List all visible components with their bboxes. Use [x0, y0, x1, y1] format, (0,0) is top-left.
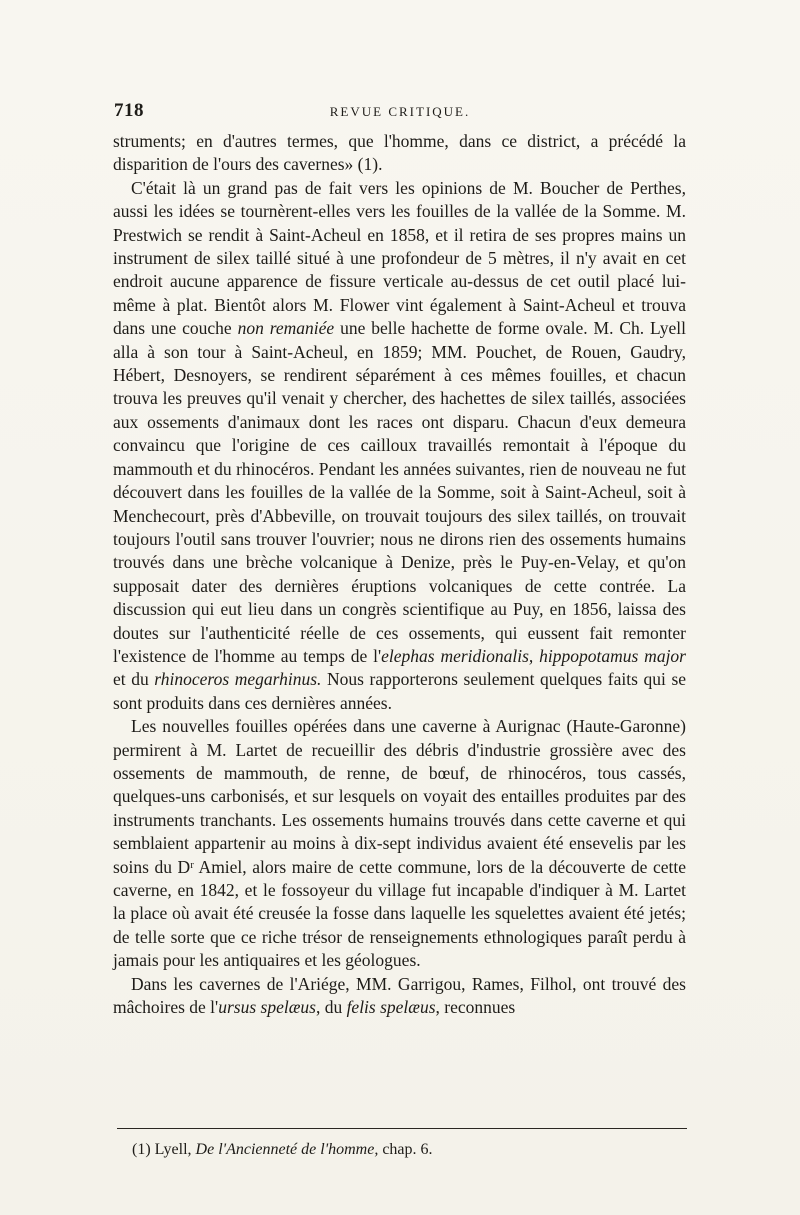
footnote-title: De l'Ancienneté de l'homme, — [195, 1141, 379, 1158]
italic-run: felis spelæus — [346, 997, 436, 1018]
body-text — [113, 130, 686, 1019]
text-run: et du — [113, 669, 149, 690]
text-run: struments; en d'autres termes, que l'homme, dans ce district, a précédé la disparition de l'ours des cavernes» (1). — [113, 131, 686, 175]
text-run: , reconnues — [435, 997, 516, 1018]
text-run: , du — [315, 997, 343, 1018]
page-header — [114, 100, 686, 126]
text-run: Dans les cavernes de l'Ariége, MM. Garrigou, Rames, Filhol, ont trouvé des mâchoires de l' — [113, 973, 686, 1018]
italic-run: ursus spelæus — [218, 997, 316, 1018]
italic-run: non remaniée — [237, 318, 335, 339]
paragraph-1 — [113, 130, 686, 177]
footnote-ref: chap. 6. — [382, 1141, 433, 1158]
italic-run: rhinoceros megarhinus. — [154, 669, 322, 690]
text-run: C'était là un grand pas de fait vers les opinions de M. Boucher de Perthes, aussi les idées se tournèrent-elles vers les fouilles de la vallée de la Somme. M. Prestwich se rendit à Saint-Acheul en 1858, et il retira de ses propres mains un instrument de silex taillé situé à une profondeur de 5 mètres, il n'y avait en cet endroit aucune apparence de fissure verticale au-dessus de cet outil placé lui-même à plat. Bientôt alors M. Flower vint également à Saint-Acheul et trouva dans une couche — [113, 177, 686, 339]
paragraph-4 — [113, 973, 686, 1020]
paragraph-3 — [113, 715, 686, 972]
footnote-marker: (1) — [132, 1141, 151, 1158]
footnote-author: Lyell, — [154, 1141, 192, 1158]
text-run: Les nouvelles fouilles opérées dans une caverne à Aurignac (Haute-Garonne) permirent à M. Lartet de recueillir des débris d'industrie grossière avec des ossements de mammouth, de renne, de bœuf, de rhinocéros, tous cassés, quelques-uns carbonisés, et sur lesquels on voyait des entailles produites par des instruments tranchants. Les ossements humains trouvés dans cette caverne et qui semblaient appartenir au moins à dix-sept individus avaient été ensevelis par les soins du Dʳ Amiel, alors maire de cette commune, lors de la découverte de cette caverne, en 1842, et le fossoyeur du village fut incapable d'indiquer à M. Lartet la place où avait été creusée la fosse dans laquelle les squelettes avaient été jetés; de telle sorte que ce riche trésor de renseignements ethnologiques paraît perdu à jamais pour les antiquaires et les géologues. — [113, 716, 686, 971]
page-number: 718 — [114, 100, 144, 121]
text-run: Nous rapporterons seulement quelques faits qui se sont produits dans ces dernières années. — [113, 669, 687, 713]
text-run: une belle hachette de forme ovale. M. Ch. Lyell alla à son tour à Saint-Acheul, en 1859; MM. Pouchet, de Rouen, Gaudry, Hébert, Desnoyers, se rendirent séparément à ces mêmes fouilles, et chacun trouva les preuves qu'il venait y chercher, des hachettes de silex taillés, associées aux ossements d'animaux dont les races ont disparu. Chacun d'eux demeura convaincu que l'origine de ces cailloux travaillés remontait à l'époque du mammouth et du rhinocéros. Pendant les années suivantes, rien de nouveau ne fut découvert dans les fouilles de la vallée de la Somme, soit à Saint-Acheul, soit à Menchecourt, près d'Abbeville, on trouvait toujours des silex taillés, on trouvait toujours l'outil sans trouver l'ouvrier; nous ne dirons rien des ossements humains trouvés dans une brèche volcanique à Denize, près le Puy-en-Velay, et qu'on supposait dater des dernières éruptions volcaniques de cette contrée. La discussion qui eut lieu dans un congrès scientifique au Puy, en 1856, laissa des doutes sur l'authenticité réelle de ces ossements, qui eussent fait remonter l'existence de l'homme au temps de l' — [113, 318, 687, 666]
footnote — [132, 1140, 687, 1160]
italic-run: elephas meridionalis, hippopotamus major — [381, 645, 686, 666]
running-head: REVUE CRITIQUE. — [329, 104, 471, 119]
footnote-rule — [117, 1128, 687, 1129]
paragraph-2 — [113, 177, 686, 715]
